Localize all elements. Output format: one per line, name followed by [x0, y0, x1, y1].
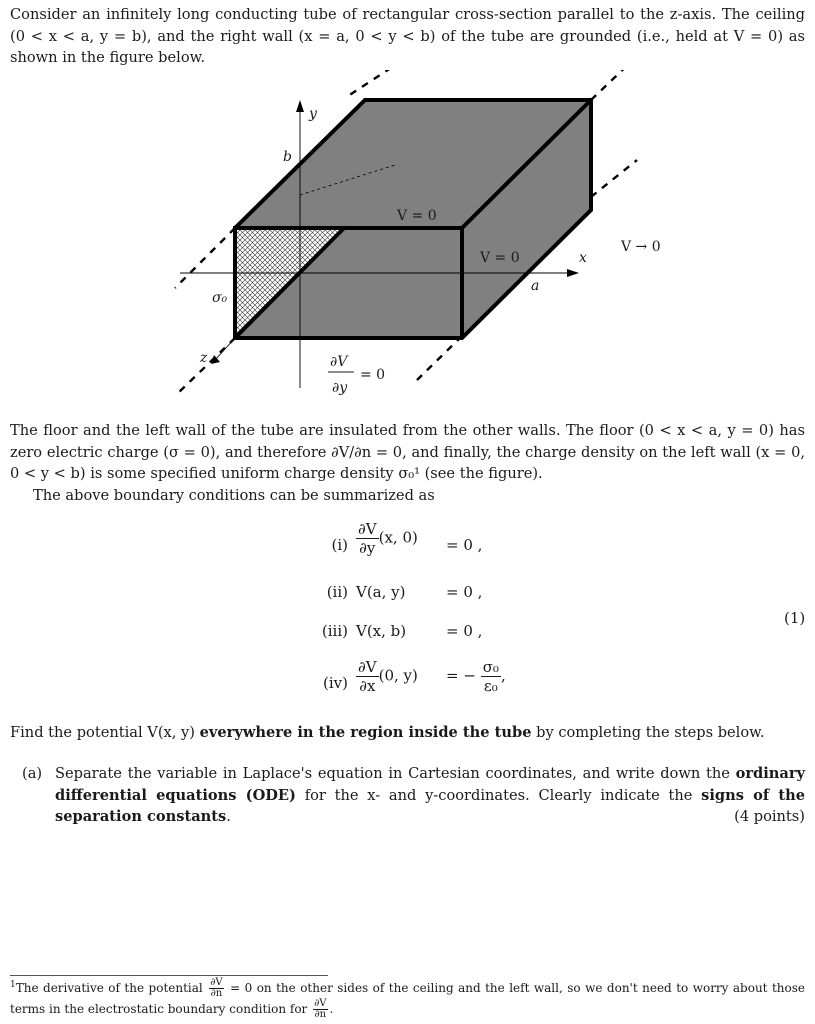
footnote-rule — [10, 975, 328, 976]
part-a-text-3: . — [226, 808, 231, 826]
far-potential-label: V → 0 — [621, 239, 661, 255]
task-paragraph — [10, 722, 805, 744]
right-wall-potential-label: V = 0 — [480, 250, 520, 266]
eq-iv-den: ∂x — [359, 677, 376, 695]
footnote-frac2-den: ∂n — [314, 1009, 327, 1020]
y-axis-arrow — [296, 100, 304, 112]
eq-i-rhs: = 0 , — [446, 536, 483, 554]
footnote-text-2: = 0 on the other sides of the ceiling and the left wall, so we don't need to worry about those terms in the electrostatic boundary condition for — [10, 981, 805, 1016]
z-axis-label: z — [200, 350, 208, 366]
eq-iv-rhs-prefix: = − — [446, 666, 476, 685]
footnote-fraction-2 — [313, 999, 327, 1020]
eq-i-fraction — [356, 520, 379, 557]
eq-iv-label: (iv) — [323, 674, 348, 692]
footnote-mark: 1 — [10, 980, 16, 990]
part-a-points: (4 points) — [734, 808, 805, 826]
sigma-label: σ₀ — [212, 290, 228, 306]
description-text: The floor and the left wall of the tube are insulated from the other walls. The floor (0 < x < a, y = 0) has zero electric charge (σ = 0), and therefore ∂V/∂n = 0, and finally, the charge density on the left wall (x = 0, 0 < y < b) is some specified uniform charge density σ₀¹ (see the figure). — [10, 422, 805, 483]
y-axis-label: y — [309, 106, 317, 122]
ceiling-potential-label: V = 0 — [397, 208, 437, 224]
footnote — [10, 978, 805, 1020]
eq-iv-rhs-suffix: , — [500, 666, 506, 685]
part-a-bold-1: ordinary differential equations (ODE) — [55, 765, 805, 804]
floor-bc-numerator: ∂V — [330, 354, 348, 370]
floor-bc-rhs: = 0 — [360, 367, 386, 383]
b-label: b — [283, 149, 292, 165]
footnote-text-1: The derivative of the potential — [15, 981, 203, 995]
eq-i-den: ∂y — [359, 539, 376, 557]
footnote-frac-num: ∂V — [210, 977, 223, 988]
intro-text: Consider an infinitely long conducting tube of rectangular cross-section parallel to the z-axis. The ceiling (0 < x < a, y = b), and the right wall (x = a, 0 < y < b) of the tube are grounded (i.e., held at V = 0) as shown in the figure below. — [10, 6, 805, 67]
task-text-bold: everywhere in the region inside the tube — [199, 724, 532, 741]
eq-iii-lhs: V(x, b) — [356, 622, 407, 640]
eq-ii-rhs: = 0 , — [446, 583, 483, 601]
eq-i-label: (i) — [331, 536, 348, 554]
intro-paragraph — [10, 4, 805, 69]
eq-i-num: ∂V — [358, 520, 377, 538]
eq-ii-label: (ii) — [326, 583, 348, 601]
a-label: a — [531, 278, 540, 294]
part-a-text-2: for the x- and y-coordinates. Clearly indicate the — [304, 786, 693, 804]
eq-iv-fraction — [356, 658, 379, 695]
eq-iv-rhs — [446, 658, 506, 695]
eq-i-lhs — [356, 520, 418, 557]
task-text-after: by completing the steps below. — [536, 724, 765, 741]
eq-iv-lhs — [356, 658, 418, 695]
eq-iv-arg: (0, y) — [378, 666, 418, 685]
part-a-label: (a) — [22, 765, 43, 782]
eq-ii-lhs: V(a, y) — [356, 583, 406, 601]
eq-iv-rhs-den: ε₀ — [483, 677, 498, 695]
part-a — [22, 763, 805, 828]
part-a-bold-2: signs of the separation constants — [55, 786, 805, 826]
eq-iv-rhs-num: σ₀ — [482, 658, 499, 676]
equation-number: (1) — [784, 609, 806, 627]
footnote-frac2-num: ∂V — [314, 998, 327, 1009]
part-a-text-1: Separate the variable in Laplace's equation in Cartesian coordinates, and write down the — [55, 765, 730, 782]
part-a-body — [55, 763, 805, 828]
x-axis-label: x — [579, 250, 587, 266]
footnote-fraction — [209, 978, 223, 999]
footnote-frac-den: ∂n — [210, 988, 223, 999]
footnote-text-3: . — [329, 1002, 334, 1016]
summary-lead-text: The above boundary conditions can be summarized as — [33, 487, 435, 504]
task-text-before: Find the potential V(x, y) — [10, 724, 195, 741]
eq-iii-rhs: = 0 , — [446, 622, 483, 640]
eq-i-arg: (x, 0) — [378, 528, 418, 547]
summary-lead — [33, 485, 805, 507]
floor-bc-denominator: ∂y — [332, 380, 348, 396]
eq-iii-label: (iii) — [321, 622, 348, 640]
x-axis-arrow — [567, 269, 579, 277]
eq-iv-num: ∂V — [358, 658, 377, 676]
tube-figure — [0, 70, 815, 410]
eq-iv-rhs-fraction — [481, 658, 501, 695]
description-paragraph — [10, 420, 805, 485]
